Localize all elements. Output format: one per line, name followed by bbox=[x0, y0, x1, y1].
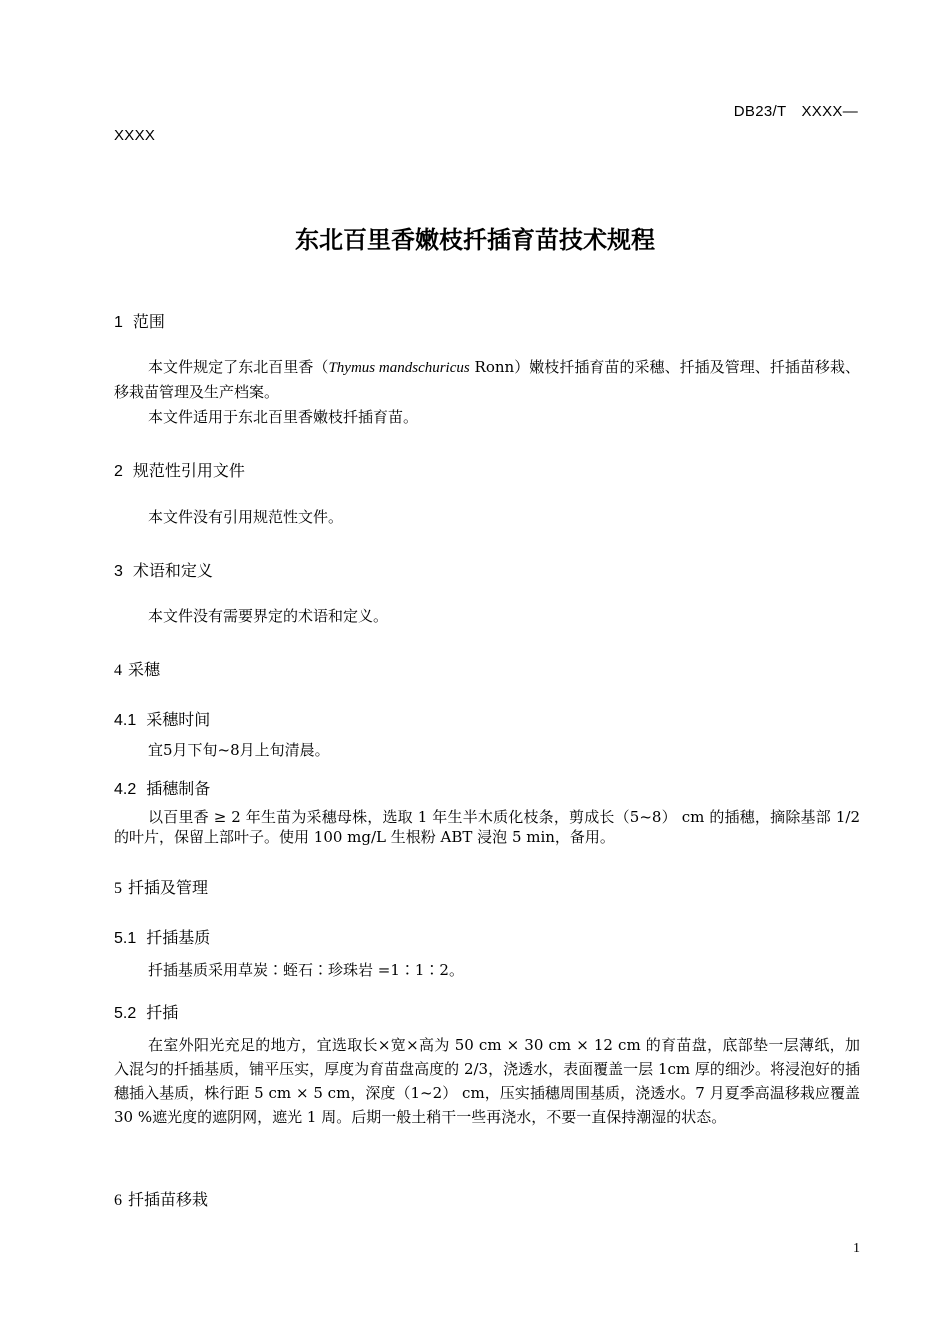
section-5-2-heading bbox=[114, 1000, 178, 1023]
section-title: 采穗时间 bbox=[146, 710, 211, 729]
section-3-paragraph: 本文件没有需要界定的术语和定义。 bbox=[148, 607, 389, 625]
section-number: 4.1 bbox=[114, 712, 137, 729]
section-title: 扦插 bbox=[146, 1003, 179, 1022]
section-number: 3 bbox=[114, 563, 123, 580]
section-title: 采穗 bbox=[128, 660, 161, 679]
standard-code-continued: XXXX bbox=[114, 127, 156, 144]
section-4-2-heading bbox=[114, 776, 210, 799]
section-4-1-heading bbox=[114, 707, 210, 730]
section-4-heading bbox=[114, 657, 160, 680]
section-5-1-paragraph: 扦插基质采用草炭∶蛭石∶珍珠岩 =1∶1∶2。 bbox=[148, 961, 464, 979]
section-4-1-paragraph: 宜5月下旬~8月上旬清晨。 bbox=[148, 741, 330, 759]
section-1-paragraph-1: 本文件规定了东北百里香（Thymus mandschuricus Ronn）嫩枝扦插育苗的采穗、扦插及管理、扦插苗移栽、移栽苗管理及生产档案。 bbox=[114, 358, 861, 401]
section-title: 扦插基质 bbox=[146, 928, 211, 947]
section-number: 4.2 bbox=[114, 781, 137, 798]
standard-code: DB23/T XXXX— bbox=[733, 103, 858, 120]
section-3-heading bbox=[114, 558, 213, 581]
section-2-heading bbox=[114, 458, 245, 481]
section-number: 1 bbox=[114, 314, 123, 331]
species-latin-name: Thymus mandschuricus bbox=[328, 360, 470, 376]
section-5-1-heading bbox=[114, 925, 210, 948]
section-4-2-paragraph: 以百里香 ≥ 2 年生苗为采穗母株，选取 1 年生半木质化枝条，剪成长（5~8） cm 的插穗，摘除基部 1/2 的叶片，保留上部叶子。使用 100 mg/L 生根粉 ABT 浸泡 5 min，备用。 bbox=[114, 808, 860, 846]
section-title: 扦插及管理 bbox=[128, 878, 209, 897]
section-number: 4 bbox=[114, 662, 122, 679]
page-number: 1 bbox=[853, 1241, 860, 1256]
section-2-paragraph: 本文件没有引用规范性文件。 bbox=[148, 508, 344, 526]
section-number: 5.2 bbox=[114, 1005, 137, 1022]
section-title: 范围 bbox=[132, 312, 165, 331]
section-1-paragraph-2: 本文件适用于东北百里香嫩枝扦插育苗。 bbox=[148, 408, 419, 426]
section-6-heading bbox=[114, 1187, 208, 1210]
section-title: 规范性引用文件 bbox=[132, 461, 245, 480]
section-1-heading bbox=[114, 309, 165, 332]
section-title: 扦插苗移栽 bbox=[128, 1190, 209, 1209]
section-number: 2 bbox=[114, 463, 123, 480]
section-5-2-paragraph: 在室外阳光充足的地方，宜选取长×宽×高为 50 cm × 30 cm × 12 cm 的育苗盘，底部垫一层薄纸，加入混匀的扦插基质，铺平压实，厚度为育苗盘高度的 2/3，浇透水，表面覆盖一层 1cm 厚的细沙。将浸泡好的插穗插入基质，株行距 5 cm × 5 cm，深度（1~2） cm，压实插穗周围基质，浇透水。7 月夏季高温移栽应覆盖 30 %遮光度的遮阴网，遮光 1 周。后期一般土稍干一些再浇水，不要一直保持潮湿的状态。 bbox=[114, 1036, 860, 1126]
document-title: 东北百里香嫩枝扦插育苗技术规程 bbox=[295, 226, 655, 254]
section-number: 5 bbox=[114, 880, 122, 897]
section-title: 插穗制备 bbox=[146, 779, 211, 798]
section-number: 5.1 bbox=[114, 930, 137, 947]
section-5-heading bbox=[114, 875, 208, 898]
section-number: 6 bbox=[114, 1192, 122, 1209]
section-title: 术语和定义 bbox=[132, 561, 213, 580]
